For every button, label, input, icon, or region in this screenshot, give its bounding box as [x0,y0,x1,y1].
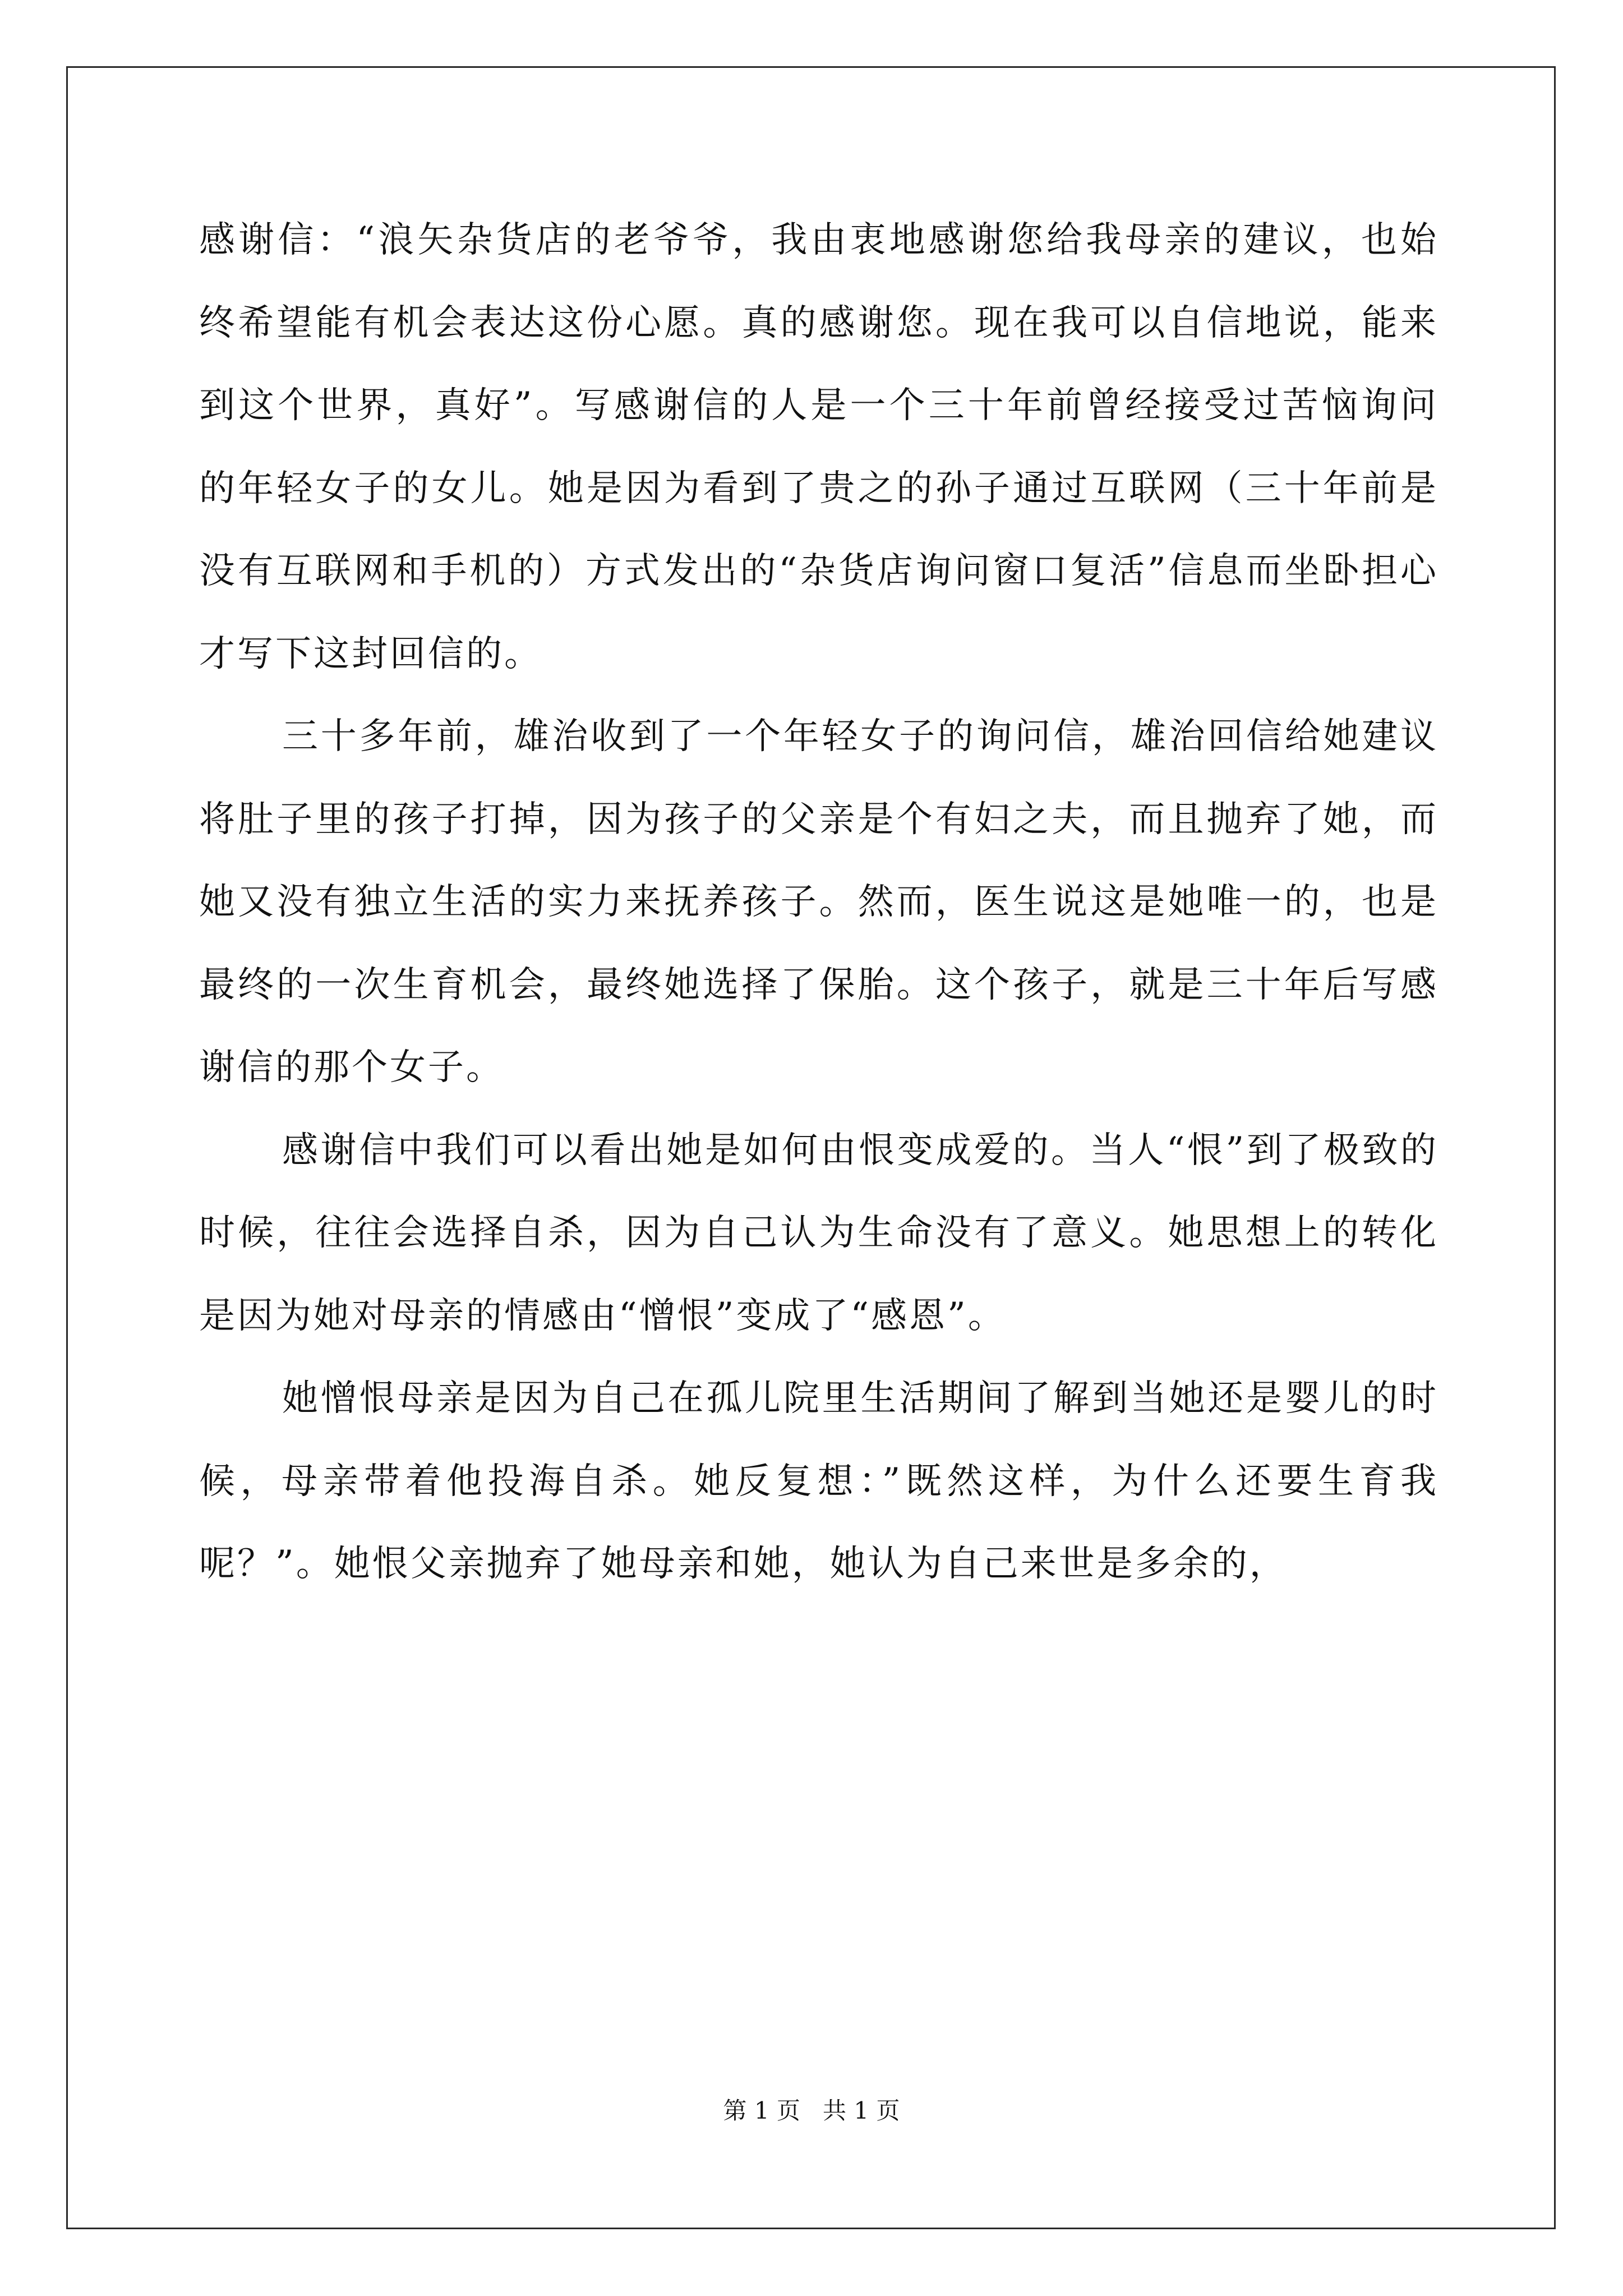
paragraph-2: 三十多年前，雄治收到了一个年轻女子的询问信，雄治回信给她建议将肚子里的孩子打掉，因为孩子的父亲是个有妇之夫，而且抛弃了她，而她又没有独立生活的实力来抚养孩子。然而，医生说这是她唯一的，也是最终的一次生育机会，最终她选择了保胎。这个孩子，就是三十年后写感谢信的那个女子。 [199,716,1438,1088]
paragraph-3: 感谢信中我们可以看出她是如何由恨变成爱的。当人“恨”到了极致的时候，往往会选择自杀，因为自己认为生命没有了意义。她思想上的转化是因为她对母亲的情感由“憎恨”变成了“感恩”。 [199,1129,1438,1337]
page-footer: 第 1 页 共 1 页 [723,2097,900,2124]
document-body [199,199,1438,1606]
paragraph-1: 感谢信：“浪矢杂货店的老爷爷，我由衷地感谢您给我母亲的建议，也始终希望能有机会表达这份心愿。真的感谢您。现在我可以自信地说，能来到这个世界，真好”。写感谢信的人是一个三十年前曾经接受过苦恼询问的年轻女子的女儿。她是因为看到了贵之的孙子通过互联网（三十年前是没有互联网和手机的）方式发出的“杂货店询问窗口复活”信息而坐卧担心才写下这封回信的。 [199,219,1438,675]
paragraph-4: 她憎恨母亲是因为自己在孤儿院里生活期间了解到当她还是婴儿的时候，母亲带着他投海自杀。她反复想：”既然这样，为什么还要生育我呢？”。她恨父亲抛弃了她母亲和她，她认为自己来世是多余的， [199,1378,1438,1585]
